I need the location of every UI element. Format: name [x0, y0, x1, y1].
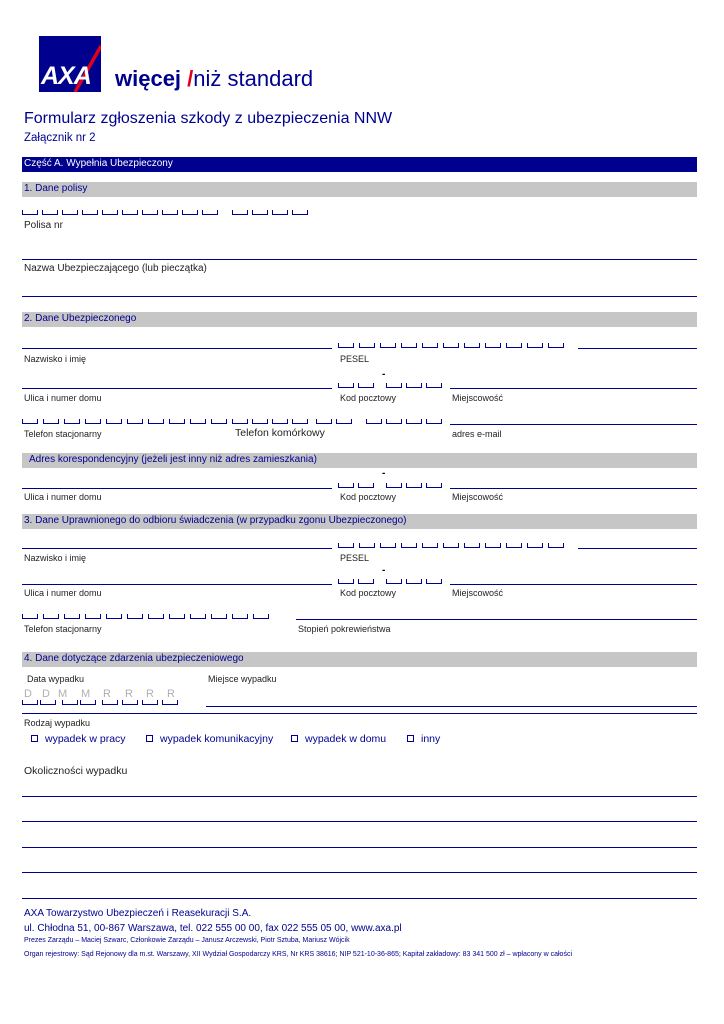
checkbox-home-accident[interactable] — [291, 735, 298, 742]
logo-text: AXA — [41, 62, 91, 90]
checkbox-other[interactable] — [407, 735, 414, 742]
correspondence-title: Adres korespondencyjny (jeżeli jest inny niż adres zamieszkania) — [29, 454, 317, 465]
circumstances-line-1[interactable] — [22, 796, 697, 797]
accident-type-label: Rodzaj wypadku — [24, 718, 91, 728]
insured-city-label: Miejscowość — [452, 393, 504, 403]
beneficiary-phone-boxes[interactable] — [22, 614, 272, 620]
insured-phone-label: Telefon stacjonarny — [24, 429, 102, 439]
slogan-rest: niż standard — [193, 66, 314, 91]
beneficiary-street-line[interactable] — [22, 584, 332, 585]
policyholder-label: Nazwa Ubezpieczającego (lub pieczątka) — [24, 263, 207, 274]
footer-company: AXA Towarzystwo Ubezpieczeń i Reasekuracji S.A. — [24, 908, 252, 919]
insured-email-label: adres e-mail — [452, 429, 502, 439]
insured-street-line[interactable] — [22, 388, 332, 389]
corr-city-line[interactable] — [450, 488, 697, 489]
footer-board: Prezes Zarządu – Maciej Szwarc, Członkowie Zarządu – Janusz Arczewski, Piotr Sztuba, Mariusz Wójcik — [24, 937, 350, 944]
insured-pesel-boxes[interactable] — [338, 343, 574, 349]
beneficiary-relation-label: Stopień pokrewieństwa — [298, 624, 391, 634]
checkbox-work-accident[interactable] — [31, 735, 38, 742]
insured-pesel-extra-line[interactable] — [578, 348, 697, 349]
corr-city-label: Miejscowość — [452, 492, 504, 502]
section-2-title: 2. Dane Ubezpieczonego — [24, 313, 137, 324]
beneficiary-relation-line[interactable] — [296, 619, 697, 620]
beneficiary-postcode-dash: - — [382, 565, 386, 576]
beneficiary-city-line[interactable] — [450, 584, 697, 585]
section-3-title: 3. Dane Uprawnionego do odbioru świadczenia (w przypadku zgonu Ubezpieczonego) — [24, 515, 407, 526]
correspondence-header — [22, 453, 697, 468]
insured-postcode-dash: - — [382, 369, 386, 380]
insured-name-label: Nazwisko i imię — [24, 354, 87, 364]
policyholder-line[interactable] — [22, 296, 697, 297]
corr-postcode-label: Kod pocztowy — [340, 492, 397, 502]
accident-date-label: Data wypadku — [27, 674, 85, 684]
policy-number-label: Polisa nr — [24, 220, 63, 231]
option-work-accident[interactable]: wypadek w pracy — [45, 733, 126, 745]
beneficiary-postcode-boxes[interactable] — [338, 579, 446, 585]
policy-number-line[interactable] — [22, 259, 697, 260]
insured-mobile-boxes[interactable] — [232, 419, 446, 425]
beneficiary-name-label: Nazwisko i imię — [24, 553, 87, 563]
page-subtitle: Załącznik nr 2 — [24, 132, 96, 144]
circumstances-line-3[interactable] — [22, 847, 697, 848]
beneficiary-name-line[interactable] — [22, 548, 332, 549]
section-4-header — [22, 652, 697, 667]
corr-street-label: Ulica i numer domu — [24, 492, 102, 502]
beneficiary-pesel-boxes[interactable] — [338, 543, 574, 549]
beneficiary-pesel-extra-line[interactable] — [578, 548, 697, 549]
insured-pesel-label: PESEL — [340, 354, 370, 364]
slogan — [115, 66, 313, 92]
insured-postcode-label: Kod pocztowy — [340, 393, 397, 403]
part-a-label: Część A. Wypełnia Ubezpieczony — [24, 158, 173, 169]
circumstances-label: Okoliczności wypadku — [24, 765, 128, 777]
accident-date-line — [22, 713, 697, 714]
checkbox-traffic-accident[interactable] — [146, 735, 153, 742]
beneficiary-street-label: Ulica i numer domu — [24, 588, 102, 598]
accident-date-boxes[interactable] — [22, 700, 182, 706]
circumstances-line-2[interactable] — [22, 821, 697, 822]
option-other[interactable]: inny — [421, 733, 441, 745]
page-title: Formularz zgłoszenia szkody z ubezpieczenia NNW — [24, 110, 393, 127]
corr-postcode-boxes[interactable] — [338, 483, 446, 489]
part-a-bar — [22, 157, 697, 172]
insured-mobile-label: Telefon komórkowy — [235, 427, 325, 439]
section-1-header — [22, 182, 697, 197]
footer-address: ul. Chłodna 51, 00-867 Warszawa, tel. 022 555 00 00, fax 022 555 05 00, www.axa.pl — [24, 923, 402, 934]
slogan-slash-icon: / — [187, 66, 194, 91]
option-traffic-accident[interactable]: wypadek komunikacyjny — [160, 733, 274, 745]
section-3-header — [22, 514, 697, 529]
circumstances-line-5[interactable] — [22, 898, 697, 899]
slogan-main: więcej — [115, 66, 182, 91]
beneficiary-postcode-label: Kod pocztowy — [340, 588, 397, 598]
policy-number-boxes[interactable] — [22, 210, 314, 216]
section-4-title: 4. Dane dotyczące zdarzenia ubezpieczeniowego — [24, 653, 244, 664]
accident-place-label: Miejsce wypadku — [208, 674, 277, 684]
section-2-header — [22, 312, 697, 327]
insured-name-line[interactable] — [22, 348, 332, 349]
insured-street-label: Ulica i numer domu — [24, 393, 102, 403]
accident-place-line[interactable] — [206, 706, 697, 707]
axa-logo — [39, 36, 101, 92]
footer-registry: Organ rejestrowy: Sąd Rejonowy dla m.st. Warszawy, XII Wydział Gospodarczy KRS, Nr KRS 38616; NIP 521-10-36-865; Kapitał zakładowy: 83 341 500 zł – wpłacony w całości — [24, 951, 572, 958]
corr-street-line[interactable] — [22, 488, 332, 489]
insured-city-line[interactable] — [450, 388, 697, 389]
option-home-accident[interactable]: wypadek w domu — [305, 733, 387, 745]
insured-email-line[interactable] — [450, 424, 697, 425]
section-1-title: 1. Dane polisy — [24, 183, 88, 194]
beneficiary-city-label: Miejscowość — [452, 588, 504, 598]
corr-postcode-dash: - — [382, 468, 386, 479]
beneficiary-phone-label: Telefon stacjonarny — [24, 624, 102, 634]
insured-postcode-boxes[interactable] — [338, 383, 446, 389]
insured-phone-boxes[interactable] — [22, 419, 228, 425]
beneficiary-pesel-label: PESEL — [340, 553, 370, 563]
circumstances-line-4[interactable] — [22, 872, 697, 873]
